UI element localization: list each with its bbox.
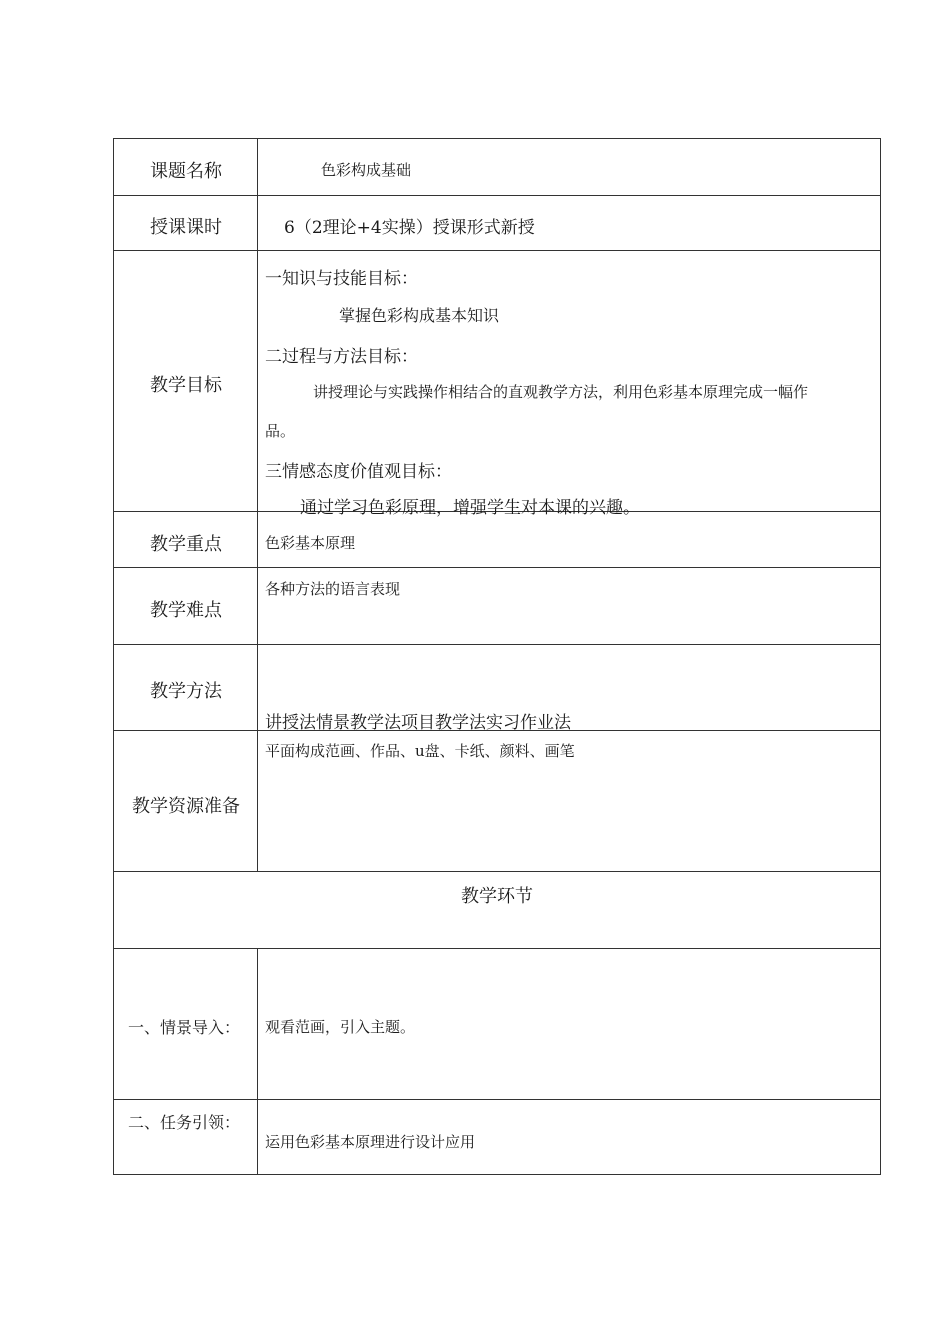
objective-text-1: 掌握色彩构成基本知识 [339, 306, 500, 325]
label-cell [114, 949, 258, 1099]
resources-label: 教学资源准备 [132, 796, 240, 817]
resources-value: 平面构成范画、作品、u盘、卡纸、颜料、画笔 [265, 742, 575, 760]
objectives-label: 教学目标 [150, 375, 222, 396]
label-cell [114, 731, 258, 871]
row-resources [114, 731, 880, 872]
label-cell [114, 512, 258, 567]
course-name-label: 课题名称 [150, 161, 222, 182]
section-title: 教学环节 [461, 886, 533, 907]
hours-value: 6（2理论+4实操）授课形式新授 [284, 218, 535, 238]
key-points-value: 色彩基本原理 [265, 534, 356, 552]
row-key-points [114, 512, 880, 568]
section-title-cell [114, 872, 880, 948]
row-difficulties [114, 568, 880, 645]
row-intro [114, 949, 880, 1100]
label-cell [114, 251, 258, 511]
row-objectives [114, 251, 880, 518]
methods-label: 教学方法 [150, 681, 222, 702]
key-points-label: 教学重点 [150, 534, 222, 555]
value-cell [258, 196, 880, 250]
value-cell [258, 251, 880, 518]
value-cell [258, 1100, 880, 1174]
value-cell [258, 512, 880, 567]
row-hours [114, 196, 880, 251]
task-value: 运用色彩基本原理进行设计应用 [265, 1133, 476, 1151]
objective-heading-1: 一知识与技能目标： [265, 269, 418, 289]
value-cell [258, 139, 880, 195]
hours-label: 授课课时 [150, 217, 222, 238]
value-cell [258, 645, 880, 733]
task-label: 二、任务引领： [128, 1113, 241, 1132]
objective-heading-3: 三情感态度价值观目标： [265, 462, 452, 482]
label-cell [114, 645, 258, 730]
value-cell [258, 949, 880, 1099]
intro-value: 观看范画，引入主题。 [265, 1018, 416, 1036]
course-name-value: 色彩构成基础 [321, 161, 412, 179]
objective-text-2a: 讲授理论与实践操作相结合的直观教学方法，利用色彩基本原理完成一幅作 [313, 383, 809, 401]
methods-value: 讲授法情景教学法项目教学法实习作业法 [265, 713, 571, 733]
label-cell [114, 568, 258, 644]
objective-text-2b: 品。 [265, 422, 296, 440]
row-task [114, 1100, 880, 1174]
objective-text-3: 通过学习色彩原理，增强学生对本课的兴趣。 [300, 498, 640, 518]
label-cell [114, 139, 258, 195]
value-cell [258, 568, 880, 644]
row-course-name [114, 139, 880, 196]
intro-label: 一、情景导入： [128, 1018, 241, 1037]
label-cell [114, 1100, 258, 1174]
row-methods [114, 645, 880, 731]
objective-heading-2: 二过程与方法目标： [265, 347, 418, 367]
difficulties-label: 教学难点 [150, 600, 222, 621]
value-cell [258, 731, 880, 871]
label-cell [114, 196, 258, 250]
lesson-plan-table [113, 138, 881, 1175]
row-section-title [114, 872, 880, 949]
difficulties-value: 各种方法的语言表现 [265, 580, 401, 598]
